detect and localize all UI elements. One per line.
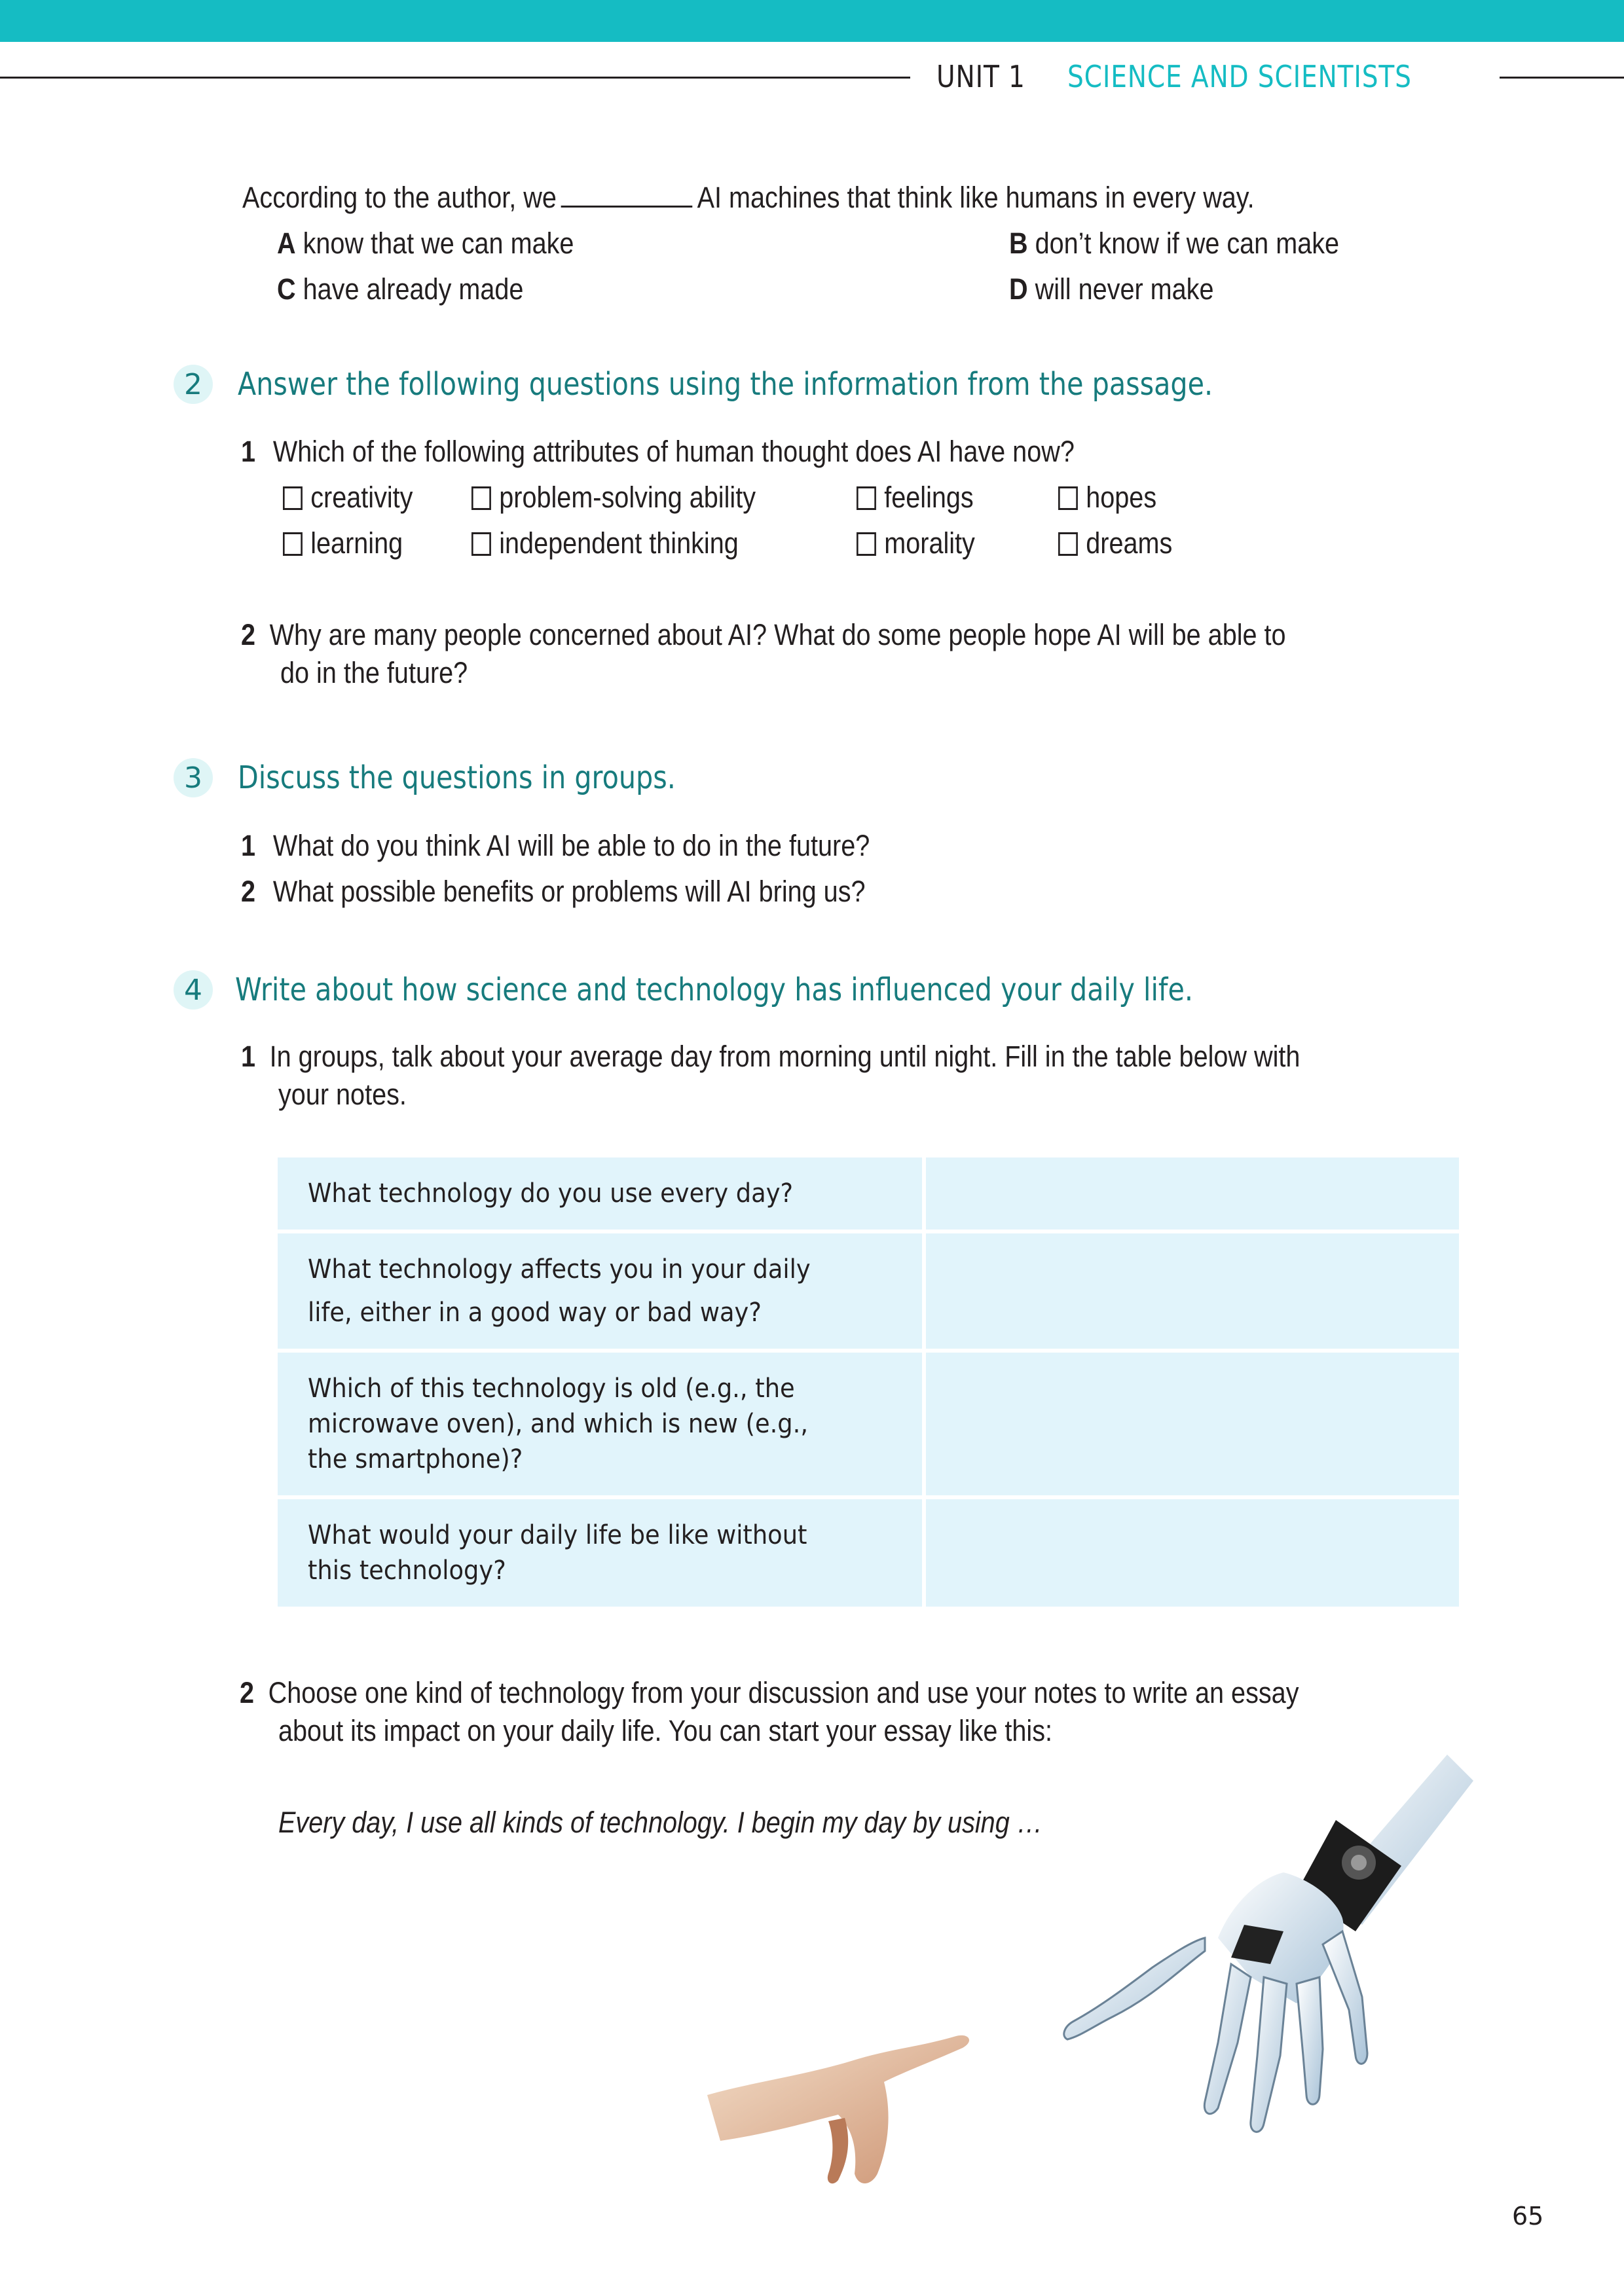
table-answer-cell[interactable]	[926, 1157, 1459, 1230]
checkbox-label: feelings	[884, 481, 974, 514]
table-answer-cell[interactable]	[926, 1353, 1459, 1495]
step-text: In groups, talk about your average day from morning until night. Fill in the table below with	[269, 1040, 1301, 1073]
checkbox-icon[interactable]	[857, 486, 876, 510]
s4-step-2-line2: about its impact on your daily life. You can start your essay like this:	[278, 1714, 1053, 1747]
section-4-heading	[174, 967, 1349, 1013]
step-text: Choose one kind of technology from your discussion and use your notes to write an essay	[268, 1676, 1299, 1709]
option-letter: D	[1009, 272, 1028, 306]
s4-step-1-line1	[241, 1040, 1300, 1074]
question-number: 1	[241, 829, 256, 862]
table-question-cell	[278, 1499, 922, 1607]
option-text: have already made	[303, 272, 524, 306]
s2-question-1	[241, 435, 1075, 469]
table-row	[278, 1233, 1459, 1349]
question-text: What would your daily life be like without this technology?	[308, 1520, 807, 1586]
question-text: Which of this technology is old (e.g., the microwave oven), and which is new (e.g., the smartphone)?	[308, 1374, 809, 1474]
table-answer-cell[interactable]	[926, 1499, 1459, 1607]
table-row	[278, 1157, 1459, 1230]
option-text: know that we can make	[303, 227, 574, 260]
table-question-cell	[278, 1157, 922, 1230]
checkbox-label: creativity	[310, 481, 413, 514]
checkbox-icon[interactable]	[283, 532, 303, 556]
mc-option-a[interactable]	[277, 227, 574, 261]
checkbox-label: independent thinking	[499, 526, 739, 560]
table-answer-cell[interactable]	[926, 1233, 1459, 1349]
checkbox-icon[interactable]	[1058, 532, 1078, 556]
top-color-band	[0, 0, 1624, 42]
table-question-cell	[278, 1233, 922, 1349]
page-number: 65	[1512, 2202, 1544, 2231]
mc-option-c[interactable]	[277, 272, 523, 306]
mc-question-stem	[242, 181, 1255, 215]
s2-question-2-line1	[241, 618, 1286, 652]
s3-question-2	[241, 875, 866, 909]
option-letter: B	[1009, 227, 1028, 260]
unit-label: UNIT 1	[936, 59, 1025, 94]
section-3-heading	[174, 755, 747, 801]
checkbox-icon[interactable]	[857, 532, 876, 556]
header-rule-right	[1500, 77, 1624, 79]
checkbox-icon[interactable]	[1058, 486, 1078, 510]
answer-blank[interactable]	[561, 181, 693, 208]
checkbox-creativity[interactable]	[283, 481, 413, 515]
mc-option-d[interactable]	[1009, 272, 1214, 306]
section-number-badge: 3	[174, 758, 213, 797]
mc-option-b[interactable]	[1009, 227, 1339, 261]
checkbox-feelings[interactable]	[857, 481, 974, 515]
checkbox-dreams[interactable]	[1058, 526, 1172, 560]
checkbox-icon[interactable]	[283, 486, 303, 510]
section-2-heading	[174, 361, 1372, 407]
question-text: Which of the following attributes of human thought does AI have now?	[272, 435, 1075, 468]
notes-table	[278, 1157, 1459, 1611]
question-number: 1	[241, 435, 256, 468]
option-text: will never make	[1035, 272, 1214, 306]
checkbox-hopes[interactable]	[1058, 481, 1156, 515]
human-and-robot-hands-icon	[694, 1728, 1480, 2200]
unit-header	[0, 59, 1624, 98]
question-number: 2	[241, 618, 256, 651]
section-number-badge: 4	[174, 970, 213, 1010]
checkbox-morality[interactable]	[857, 526, 975, 560]
s4-step-1-line2: your notes.	[278, 1078, 407, 1111]
section-title: Discuss the questions in groups.	[238, 759, 676, 796]
checkbox-label: learning	[310, 526, 403, 560]
s4-step-2-line1	[240, 1676, 1299, 1710]
question-text: What do you think AI will be able to do in the future?	[272, 829, 870, 862]
checkbox-label: problem-solving ability	[499, 481, 756, 514]
checkbox-problem-solving[interactable]	[471, 481, 756, 515]
essay-starter-example: Every day, I use all kinds of technology. I begin my day by using …	[278, 1806, 1043, 1839]
checkbox-label: morality	[884, 526, 975, 560]
checkbox-learning[interactable]	[283, 526, 403, 560]
table-row	[278, 1499, 1459, 1607]
checkbox-label: dreams	[1086, 526, 1173, 560]
question-text: Why are many people concerned about AI? What do some people hope AI will be able to	[269, 618, 1286, 651]
question-text: What technology affects you in your daily life, either in a good way or bad way?	[308, 1254, 811, 1328]
option-letter: C	[277, 272, 296, 306]
unit-title: SCIENCE AND SCIENTISTS	[1067, 59, 1412, 94]
s3-question-1	[241, 829, 870, 863]
s2-question-2-line2: do in the future?	[280, 656, 468, 689]
option-text: don’t know if we can make	[1035, 227, 1340, 260]
checkbox-icon[interactable]	[471, 532, 491, 556]
mc-stem-before: According to the author, we	[242, 181, 557, 214]
human-hand	[707, 2035, 969, 2183]
question-text: What possible benefits or problems will AI bring us?	[272, 875, 866, 908]
robot-hand	[1064, 1755, 1473, 2132]
section-title: Write about how science and technology has influenced your daily life.	[235, 972, 1193, 1008]
checkbox-icon[interactable]	[471, 486, 491, 510]
section-number-badge: 2	[174, 365, 213, 404]
section-title: Answer the following questions using the information from the passage.	[238, 366, 1213, 403]
table-row	[278, 1353, 1459, 1495]
question-number: 2	[241, 875, 256, 908]
checkbox-independent-thinking[interactable]	[471, 526, 739, 560]
header-rule-left	[0, 77, 910, 79]
mc-stem-after: AI machines that think like humans in every way.	[697, 181, 1255, 214]
question-text: What technology do you use every day?	[308, 1178, 794, 1209]
table-question-cell	[278, 1353, 922, 1495]
step-number: 1	[241, 1040, 256, 1073]
checkbox-label: hopes	[1086, 481, 1157, 514]
step-number: 2	[240, 1676, 255, 1709]
option-letter: A	[277, 227, 296, 260]
